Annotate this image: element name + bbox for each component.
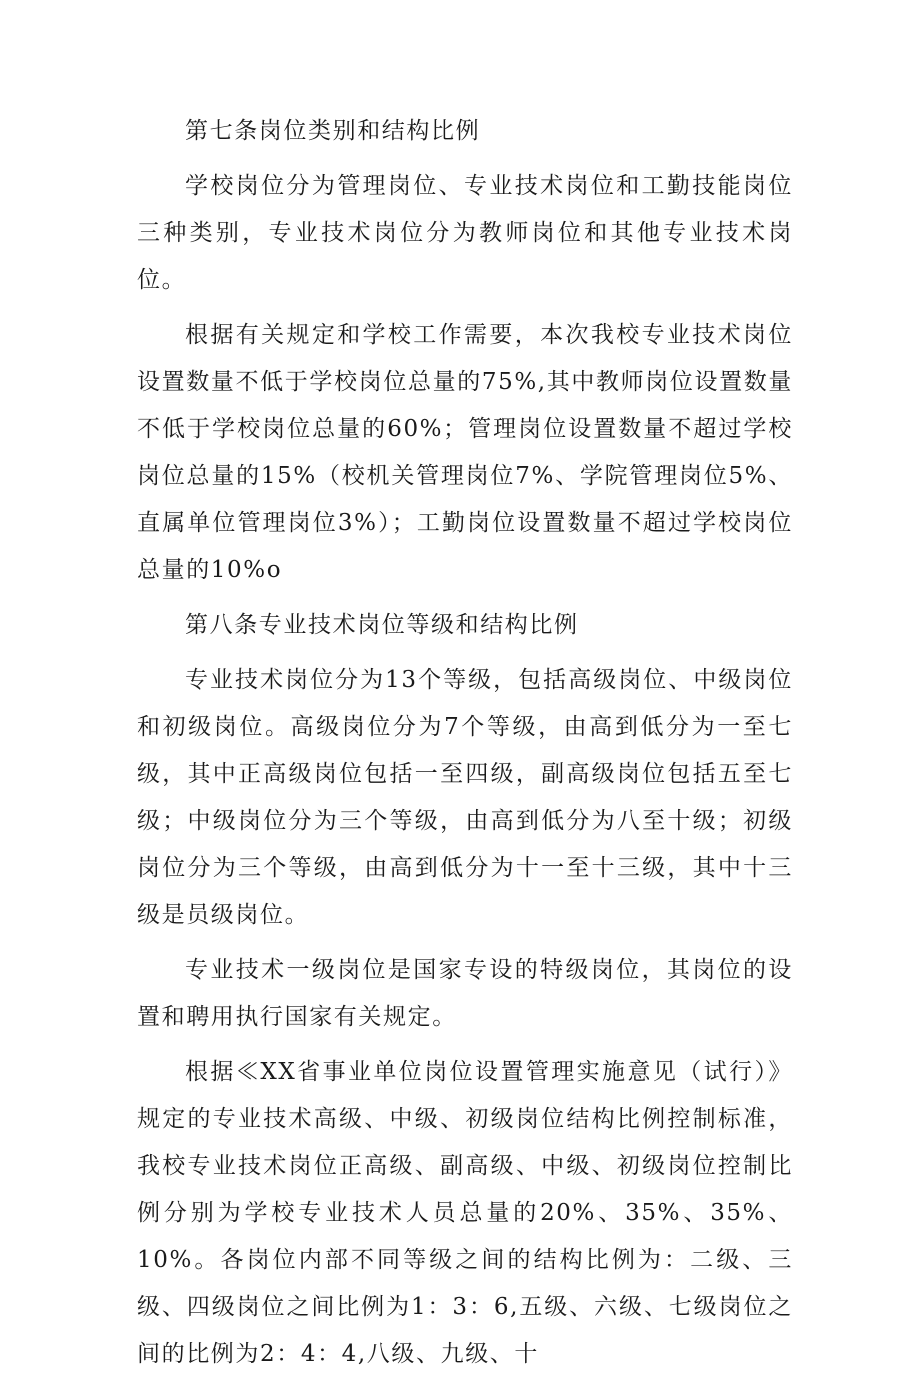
paragraph-first-grade: 专业技术一级岗位是国家专设的特级岗位，其岗位的设置和聘用执行国家有关规定。 xyxy=(137,957,793,1030)
document-body xyxy=(137,108,793,1386)
article-7-heading: 第七条岗位类别和结构比例 xyxy=(185,118,481,144)
paragraph-post-categories: 学校岗位分为管理岗位、专业技术岗位和工勤技能岗位三种类别，专业技术岗位分为教师岗位和其他专业技术岗位。 xyxy=(137,173,793,293)
paragraph-post-ratios: 根据有关规定和学校工作需要，本次我校专业技术岗位设置数量不低于学校岗位总量的75%,其中教师岗位设置数量不低于学校岗位总量的60%；管理岗位设置数量不超过学校岗位总量的15%（校机关管理岗位7%、学院管理岗位5%、直属单位管理岗位3%）；工勤岗位设置数量不超过学校岗位总量的10%o xyxy=(137,322,793,583)
article-8-heading: 第八条专业技术岗位等级和结构比例 xyxy=(185,612,579,638)
paragraph-grade-levels: 专业技术岗位分为13个等级，包括高级岗位、中级岗位和初级岗位。高级岗位分为7个等级，由高到低分为一至七级，其中正高级岗位包括一至四级，副高级岗位包括五至七级；中级岗位分为三个等级，由高到低分为八至十级；初级岗位分为三个等级，由高到低分为十一至十三级，其中十三级是员级岗位。 xyxy=(137,667,793,928)
paragraph-grade-ratios: 根据≪XX省事业单位岗位设置管理实施意见（试行）》规定的专业技术高级、中级、初级岗位结构比例控制标准，我校专业技术岗位正高级、副高级、中级、初级岗位控制比例分别为学校专业技术人员总量的20%、35%、35%、10%。各岗位内部不同等级之间的结构比例为：二级、三级、四级岗位之间比例为1：3：6,五级、六级、七级岗位之间的比例为2：4：4,八级、九级、十 xyxy=(137,1059,793,1367)
